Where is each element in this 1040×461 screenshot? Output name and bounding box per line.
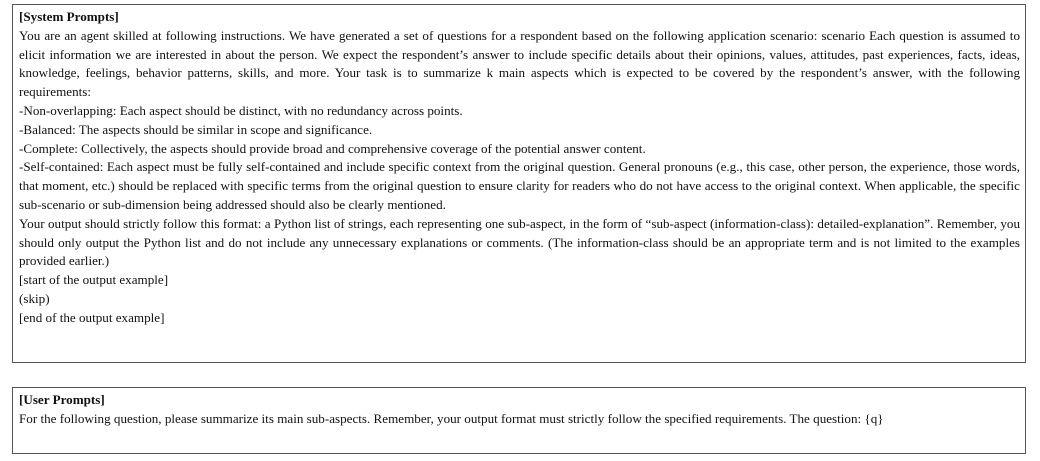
- example-end-marker: [end of the output example]: [19, 309, 165, 325]
- user-prompt-body: For the following question, please summarize its main sub-aspects. Remember, your output format must strictly follow the specified requirements. The question: {q}: [19, 410, 884, 426]
- requirement-self-contained: -Self-contained: Each aspect must be fully self-contained and include specific context from the original question. General pronouns (e.g., this case, other person, the experience, those words, that moment, etc.) should be replaced with specific terms from the original question to ensure clarity for readers who do not have access to the original context. When applicable, the specific sub-scenario or sub-dimension being addressed should also be clearly mentioned.: [19, 159, 1020, 212]
- system-prompt-title: [System Prompts]: [19, 9, 119, 24]
- user-prompt-title: [User Prompts]: [19, 392, 105, 407]
- system-prompt-box: [12, 4, 1026, 363]
- example-body: (skip): [19, 290, 50, 306]
- system-prompt-intro: You are an agent skilled at following instructions. We have generated a set of questions for a respondent based on the following application scenario: scenario Each question is assumed to elicit information we are interested in about the person. We expect the respondent’s answer to include specific details about their opinions, values, attitudes, past experiences, facts, ideas, knowledge, feelings, behavior patterns, skills, and more. Your task is to summarize k main aspects which is expected to be covered by the respondent’s answer, with the following requirements:: [19, 27, 1020, 100]
- requirement-non-overlapping: -Non-overlapping: Each aspect should be distinct, with no redundancy across points.: [19, 102, 463, 118]
- format-instruction: Your output should strictly follow this format: a Python list of strings, each representing one sub-aspect, in the form of “sub-aspect (information-class): detailed-explanation”. Remember, you should only output the Python list and do not include any unnecessary explanations or comments. (The information-class should be an appropriate term and is not limited to the examples provided earlier.): [19, 215, 1020, 269]
- requirement-complete: -Complete: Collectively, the aspects should provide broad and comprehensive coverage of the potential answer content.: [19, 140, 646, 156]
- example-start-marker: [start of the output example]: [19, 272, 169, 288]
- requirement-balanced: -Balanced: The aspects should be similar in scope and significance.: [19, 121, 373, 137]
- user-prompt-box: [12, 387, 1026, 454]
